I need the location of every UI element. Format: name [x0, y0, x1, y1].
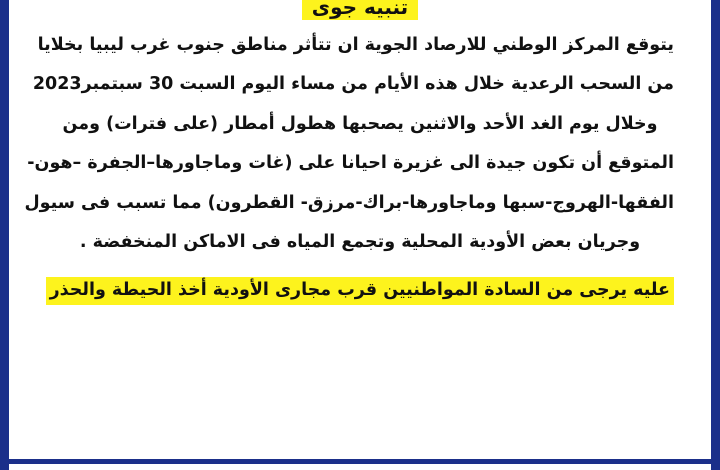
- body-paragraph: [24, 35, 674, 273]
- title-container: [46, 0, 674, 20]
- footer-notice-container: [46, 277, 674, 304]
- document-title: تنبيه جوى: [302, 0, 418, 20]
- body-line: من السحب الرعدية خلال هذه الأيام من مساء اليوم السبت 30 سبتمبر2023: [32, 74, 674, 95]
- bottom-border-rule: [9, 459, 711, 464]
- document-content: [18, 0, 702, 470]
- body-line: الفقها-الهروج-سبها وماجاورها-براك-مرزق- القطرون) مما تسبب فى سيول: [24, 192, 674, 213]
- body-line: وخلال يوم الغد الأحد والاثنين يصحبها هطول أمطار (على فترات) ومن: [62, 113, 658, 134]
- body-line: وجريان بعض الأودية المحلية وتجمع المياه فى الاماكن المنخفضة .: [79, 231, 641, 252]
- footer-notice: عليه يرجى من السادة المواطنيين قرب مجارى الأودية أخذ الحيطة والحذر: [46, 277, 674, 304]
- body-line: المتوقع أن تكون جيدة الى غزيرة احيانا على (غات وماجاورها–الجفرة –هون-: [27, 153, 674, 174]
- body-line: يتوقع المركز الوطني للارصاد الجوية ان تتأثر مناطق جنوب غرب ليبيا بخلايا: [37, 35, 674, 55]
